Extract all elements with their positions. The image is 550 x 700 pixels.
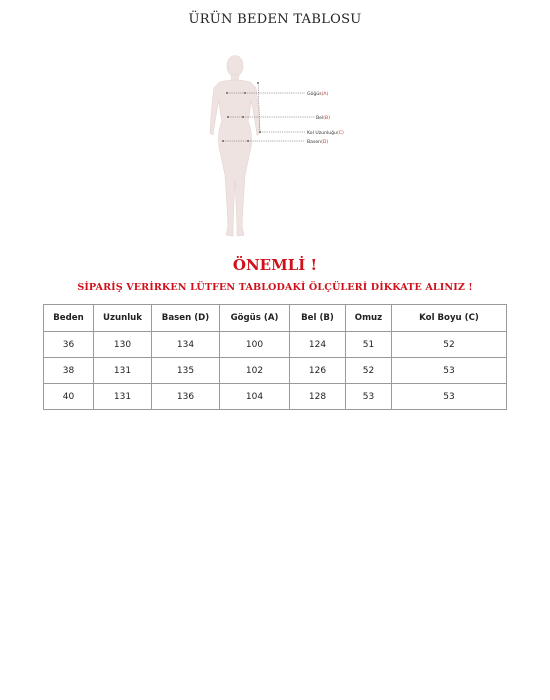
cell-omuz: 53: [346, 384, 392, 410]
cell-beden: 40: [44, 384, 94, 410]
cell-kol-boyu: 52: [392, 332, 507, 358]
cell-beden: 38: [44, 358, 94, 384]
cell-bel: 128: [290, 384, 346, 410]
header-beden: Beden: [44, 305, 94, 332]
cell-basen: 134: [152, 332, 220, 358]
header-basen: Basen (D): [152, 305, 220, 332]
cell-bel: 124: [290, 332, 346, 358]
cell-uzunluk: 131: [94, 384, 152, 410]
cell-gogus: 100: [220, 332, 290, 358]
header-omuz: Omuz: [346, 305, 392, 332]
warning-text: SİPARİŞ VERİRKEN LÜTFEN TABLODAKİ ÖLÇÜLERİ DİKKATE ALINIZ !: [77, 282, 473, 293]
table-row: [44, 332, 507, 358]
size-table: [43, 304, 507, 410]
cell-gogus: 104: [220, 384, 290, 410]
cell-basen: 135: [152, 358, 220, 384]
cell-kol-boyu: 53: [392, 358, 507, 384]
header-bel: Bel (B): [290, 305, 346, 332]
label-basen: Basen(D): [307, 140, 329, 145]
cell-omuz: 52: [346, 358, 392, 384]
important-heading: ÖNEMLİ !: [232, 256, 318, 274]
table-row: [44, 358, 507, 384]
body-silhouette-illustration: [190, 55, 360, 245]
header-kol-boyu: Kol Boyu (C): [392, 305, 507, 332]
table-header-row: [44, 305, 507, 332]
label-gogus: Göğüs(A): [307, 92, 329, 97]
cell-uzunluk: 131: [94, 358, 152, 384]
woman-silhouette: [210, 56, 260, 237]
header-uzunluk: Uzunluk: [94, 305, 152, 332]
label-kol-uzunlugu: Kol Uzunluğu(C): [307, 131, 344, 136]
cell-bel: 126: [290, 358, 346, 384]
cell-uzunluk: 130: [94, 332, 152, 358]
cell-kol-boyu: 53: [392, 384, 507, 410]
body-measurement-figure: [190, 55, 360, 245]
page-title: ÜRÜN BEDEN TABLOSU: [188, 12, 362, 27]
header-gogus: Gögüs (A): [220, 305, 290, 332]
cell-basen: 136: [152, 384, 220, 410]
label-bel: Bel(B): [316, 116, 331, 121]
cell-beden: 36: [44, 332, 94, 358]
table-row: [44, 384, 507, 410]
cell-gogus: 102: [220, 358, 290, 384]
cell-omuz: 51: [346, 332, 392, 358]
